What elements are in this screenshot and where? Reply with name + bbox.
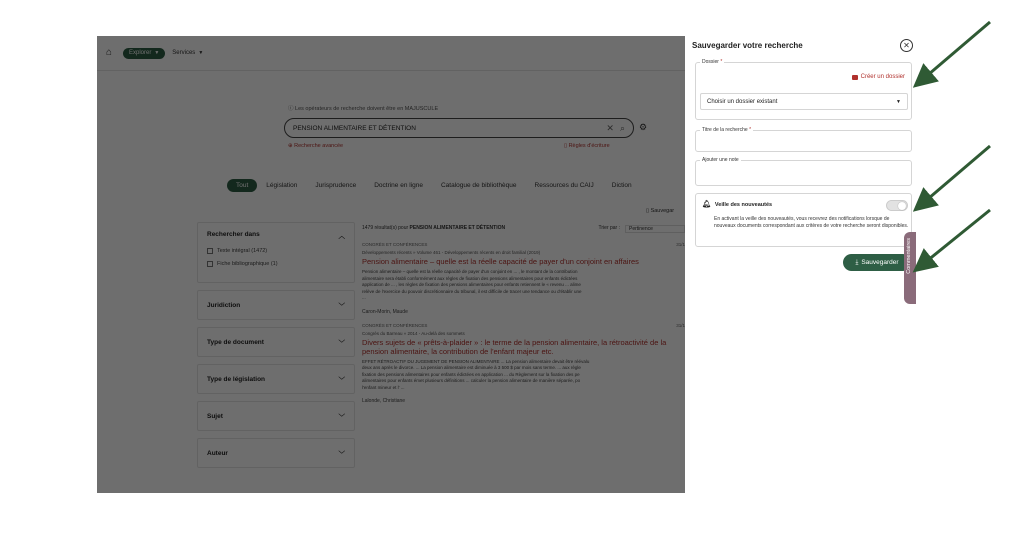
bell-icon: 🔔︎ [702,201,711,208]
folder-select-value: Choisir un dossier existant [707,98,778,105]
news-watch-header [702,201,772,208]
arrow-to-save-button [922,210,990,265]
arrow-to-news-watch-toggle [922,146,990,204]
panel-title: Sauvegarder votre recherche [692,41,803,50]
save-search-panel [685,30,916,280]
folder-select[interactable] [700,93,908,110]
note-legend: Ajouter une note [702,157,739,163]
caret-down-icon: ▼ [896,98,901,105]
news-watch-section [695,193,912,247]
save-button[interactable] [843,254,911,271]
feedback-side-tab[interactable] [904,232,916,304]
toggle-knob [898,202,906,210]
dossier-legend [700,59,724,65]
note-field[interactable] [695,157,912,186]
folder-plus-icon [852,75,858,80]
search-title-field[interactable] [695,127,912,152]
required-mark: * [720,59,723,65]
required-mark: * [749,127,752,133]
modal-backdrop[interactable] [97,36,685,493]
dossier-legend-text: Dossier [702,59,719,65]
news-watch-title: Veille des nouveautés [714,201,773,208]
arrow-to-create-folder [922,22,990,80]
download-icon: ⤓ [855,258,859,266]
news-watch-description: En activant la veille des nouveautés, vous recevrez des notifications lorsque de nouveaux documents correspondant aux critères de votre recherche seront disponibles. [714,216,909,229]
save-button-label: Sauvegarder [861,259,899,266]
news-watch-toggle[interactable] [886,200,908,211]
close-icon[interactable]: ✕ [900,39,913,52]
create-folder-button[interactable] [852,74,905,80]
search-title-legend [700,127,753,133]
feedback-tab-label: Commentaires [906,238,912,274]
search-title-legend-text: Titre de la recherche [702,127,748,133]
dossier-fieldset [695,59,912,120]
create-folder-label: Créer un dossier [860,74,905,80]
